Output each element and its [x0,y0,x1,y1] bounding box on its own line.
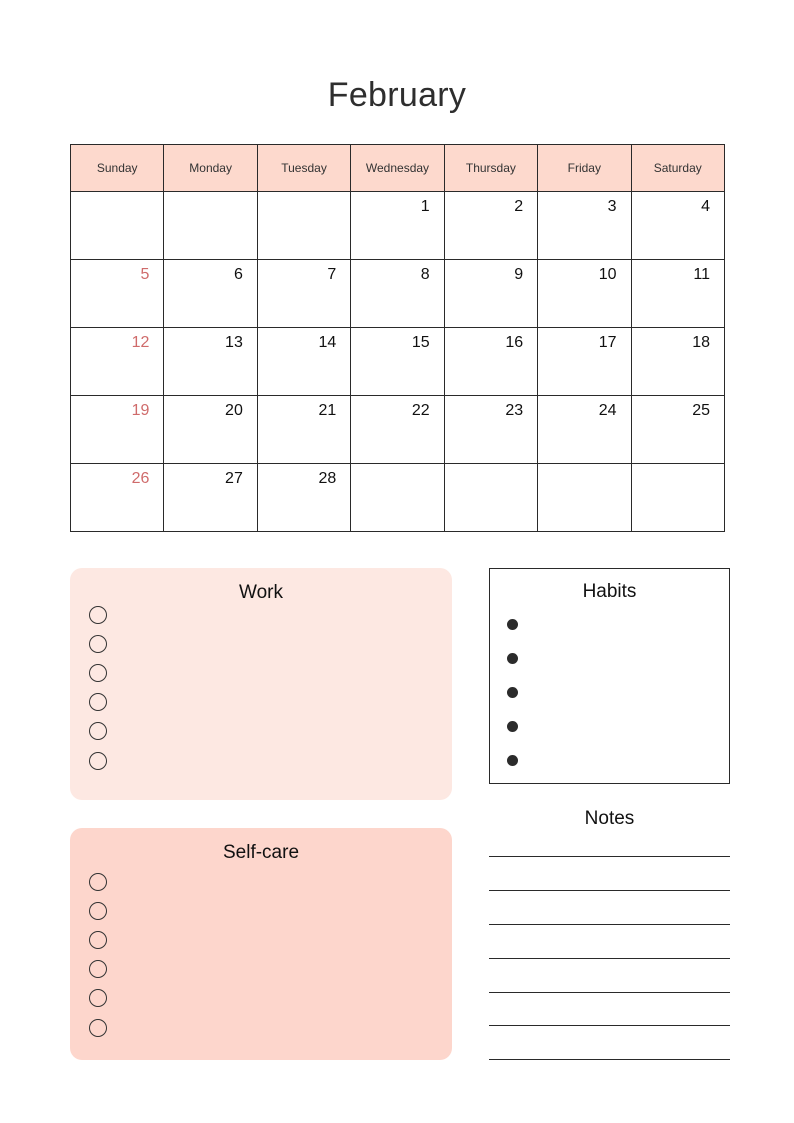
note-line[interactable] [489,958,730,959]
day-number: 14 [318,334,337,351]
selfcare-checkbox[interactable] [89,989,107,1007]
habit-bullet-icon [507,755,518,766]
habit-bullet-icon [507,653,518,664]
weekday-thursday: Thursday [444,145,537,192]
note-line[interactable] [489,890,730,891]
day-number: 28 [318,470,337,487]
calendar-day-cell[interactable] [257,396,350,464]
calendar-day-cell[interactable] [538,192,631,260]
habits-panel [489,568,730,784]
calendar-day-cell[interactable] [631,464,724,532]
day-number: 16 [505,334,524,351]
habit-bullet-icon [507,619,518,630]
month-title: February [327,76,467,114]
weekday-friday: Friday [538,145,631,192]
selfcare-checkbox[interactable] [89,873,107,891]
weekday-saturday: Saturday [631,145,724,192]
calendar-day-cell[interactable] [351,328,444,396]
calendar-day-cell[interactable] [257,464,350,532]
selfcare-panel [70,828,452,1060]
calendar-week-row [71,192,725,260]
day-number: 12 [131,334,150,351]
day-number: 22 [411,402,430,419]
calendar-day-cell[interactable] [71,192,164,260]
habits-title: Habits [582,581,637,602]
calendar-week-row [71,464,725,532]
work-title: Work [239,582,283,603]
selfcare-title: Self-care [222,842,300,863]
calendar-day-cell[interactable] [71,396,164,464]
calendar-day-cell[interactable] [71,464,164,532]
work-checkbox[interactable] [89,722,107,740]
calendar-day-cell[interactable] [164,396,257,464]
selfcare-checkbox[interactable] [89,960,107,978]
calendar-day-cell[interactable] [444,396,537,464]
work-panel [70,568,452,800]
weekday-header-row [71,145,725,192]
weekday-sunday: Sunday [71,145,164,192]
note-line[interactable] [489,992,730,993]
note-line[interactable] [489,856,730,857]
calendar-day-cell[interactable] [164,260,257,328]
day-number: 15 [411,334,430,351]
day-number: 6 [233,266,243,283]
selfcare-checkbox[interactable] [89,1019,107,1037]
calendar-day-cell[interactable] [164,464,257,532]
day-number: 10 [598,266,617,283]
day-number: 25 [692,402,710,419]
calendar-week-row [71,328,725,396]
day-number: 7 [327,266,337,283]
calendar-day-cell[interactable] [538,396,631,464]
day-number: 11 [693,266,710,283]
calendar-day-cell[interactable] [444,260,537,328]
calendar-day-cell[interactable] [351,464,444,532]
calendar-day-cell[interactable] [444,192,537,260]
work-checkbox[interactable] [89,752,107,770]
day-number: 2 [514,198,524,215]
habit-bullet-icon [507,721,518,732]
calendar-day-cell[interactable] [351,396,444,464]
notes-title: Notes [584,808,635,829]
calendar-day-cell[interactable] [71,328,164,396]
day-number: 20 [225,402,243,419]
day-number: 24 [598,402,617,419]
selfcare-checkbox[interactable] [89,931,107,949]
calendar-day-cell[interactable] [164,192,257,260]
day-number: 13 [225,334,243,351]
day-number: 21 [318,402,337,419]
calendar-day-cell[interactable] [257,260,350,328]
calendar-grid [70,144,725,532]
calendar-day-cell[interactable] [351,192,444,260]
day-number: 27 [225,470,243,487]
calendar-week-row [71,260,725,328]
calendar-day-cell[interactable] [164,328,257,396]
day-number: 26 [131,470,150,487]
selfcare-checkbox[interactable] [89,902,107,920]
calendar-day-cell[interactable] [444,328,537,396]
calendar-day-cell[interactable] [444,464,537,532]
work-checkbox[interactable] [89,693,107,711]
note-line[interactable] [489,1025,730,1026]
calendar-day-cell[interactable] [538,328,631,396]
calendar-week-row [71,396,725,464]
day-number: 19 [131,402,150,419]
note-line[interactable] [489,1059,730,1060]
calendar-day-cell[interactable] [538,464,631,532]
day-number: 1 [420,198,430,215]
day-number: 23 [505,402,524,419]
calendar-day-cell[interactable] [631,396,724,464]
day-number: 17 [598,334,617,351]
day-number: 4 [701,198,710,215]
habit-bullet-icon [507,687,518,698]
calendar-day-cell[interactable] [631,328,724,396]
note-line[interactable] [489,924,730,925]
calendar-day-cell[interactable] [631,192,724,260]
day-number: 5 [140,266,150,283]
weekday-tuesday: Tuesday [257,145,350,192]
day-number: 3 [607,198,617,215]
work-checkbox[interactable] [89,635,107,653]
day-number: 8 [420,266,430,283]
work-checkbox[interactable] [89,664,107,682]
weekday-wednesday: Wednesday [351,145,444,192]
calendar-day-cell[interactable] [631,260,724,328]
day-number: 9 [514,266,524,283]
calendar-day-cell[interactable] [257,328,350,396]
calendar-day-cell[interactable] [257,192,350,260]
calendar-day-cell[interactable] [71,260,164,328]
day-number: 18 [692,334,710,351]
calendar-day-cell[interactable] [351,260,444,328]
weekday-monday: Monday [164,145,257,192]
work-checkbox[interactable] [89,606,107,624]
calendar-day-cell[interactable] [538,260,631,328]
